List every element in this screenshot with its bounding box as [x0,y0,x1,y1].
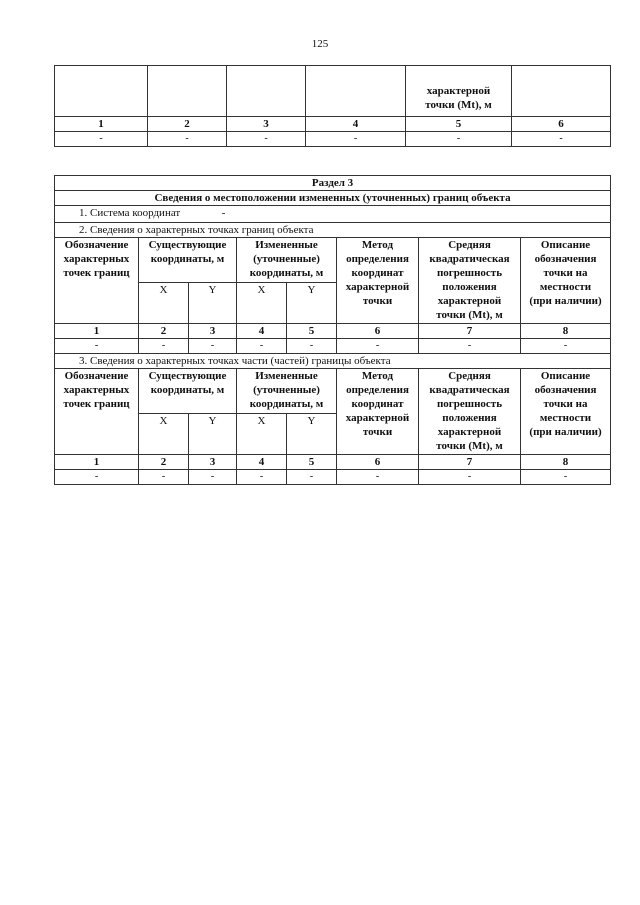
section-subtitle-row [55,191,611,206]
section-subtitle: Сведения о местоположении измененных (уточненных) границ объекта [55,191,611,206]
page-number: 125 [311,38,329,50]
column-number: 4 [237,455,287,470]
column-number: 4 [306,117,406,132]
col-method: Метод определения координат характерной точки [337,238,419,324]
column-number: 1 [55,455,139,470]
col-y: Y [189,414,237,455]
empty-value: - [139,470,189,485]
column-number: 7 [419,455,521,470]
table-row [55,339,611,354]
empty-value: - [419,470,521,485]
col-x: X [237,283,287,324]
column-number: 6 [337,324,419,339]
coord-system-row [55,206,611,223]
column-number: 3 [189,324,237,339]
coord-system: 1. Система координат - [55,206,611,223]
col-designation: Обозначение характерных точек границ [55,238,139,324]
column-number: 3 [189,455,237,470]
empty-value: - [139,339,189,354]
column-number: 8 [521,324,611,339]
column-number: 6 [512,117,611,132]
col-error: Средняя квадратическая погрешность положения характерной точки (Mt), м [419,238,521,324]
empty-value: - [521,339,611,354]
column-number: 1 [55,324,139,339]
column-number: 1 [55,117,148,132]
empty-value: - [189,339,237,354]
column-number-row [55,324,611,339]
col-y: Y [287,283,337,324]
column-number: 8 [521,455,611,470]
table-row [55,470,611,485]
column-number: 5 [287,455,337,470]
parts-label-row [55,354,611,369]
section-title: Раздел 3 [55,176,611,191]
column-number-row [55,117,611,132]
col-x: X [237,414,287,455]
empty-value: - [337,470,419,485]
empty-value: - [55,470,139,485]
coord-system-value: - [221,207,226,219]
empty-value: - [306,132,406,147]
col-x: X [139,283,189,324]
parts-header-row [55,369,611,414]
empty-value: - [237,470,287,485]
col-designation: Обозначение характерных точек границ [55,369,139,455]
points-label: 2. Сведения о характерных точках границ объекта [55,223,611,238]
header-cell [227,66,306,117]
col-error: Средняя квадратическая погрешность положения характерной точки (Mt), м [419,369,521,455]
continued-table [54,65,611,147]
empty-value: - [237,339,287,354]
empty-value: - [287,339,337,354]
column-number: 2 [148,117,227,132]
points-header-row [55,238,611,283]
col-changed: Измененные (уточненные) координаты, м [237,369,337,414]
col-x: X [139,414,189,455]
col-method: Метод определения координат характерной точки [337,369,419,455]
empty-value: - [55,339,139,354]
col-description: Описание обозначения точки на местности (при наличии) [521,369,611,455]
empty-value: - [337,339,419,354]
column-number: 3 [227,117,306,132]
points-label-row [55,223,611,238]
header-cell [55,66,148,117]
col-existing: Существующие координаты, м [139,369,237,414]
col-y: Y [287,414,337,455]
empty-value: - [55,132,148,147]
parts-label: 3. Сведения о характерных точках части (частей) границы объекта [55,354,611,369]
column-number: 6 [337,455,419,470]
empty-value: - [227,132,306,147]
header-cell [148,66,227,117]
col-changed: Измененные (уточненные) координаты, м [237,238,337,283]
empty-value: - [512,132,611,147]
col-description: Описание обозначения точки на местности (при наличии) [521,238,611,324]
col-existing: Существующие координаты, м [139,238,237,283]
column-number: 2 [139,455,189,470]
header-cell [512,66,611,117]
empty-value: - [419,339,521,354]
empty-value: - [148,132,227,147]
column-number: 4 [237,324,287,339]
col-y: Y [189,283,237,324]
table-row [55,132,611,147]
header-cell-error: характерной точки (Mt), м [406,66,512,117]
continued-header-row [55,66,611,117]
column-number: 5 [287,324,337,339]
empty-value: - [521,470,611,485]
empty-value: - [406,132,512,147]
section-title-row [55,176,611,191]
empty-value: - [287,470,337,485]
column-number: 2 [139,324,189,339]
column-number: 7 [419,324,521,339]
column-number: 5 [406,117,512,132]
empty-value: - [189,470,237,485]
header-cell [306,66,406,117]
column-number-row [55,455,611,470]
section-3-table [54,175,611,485]
